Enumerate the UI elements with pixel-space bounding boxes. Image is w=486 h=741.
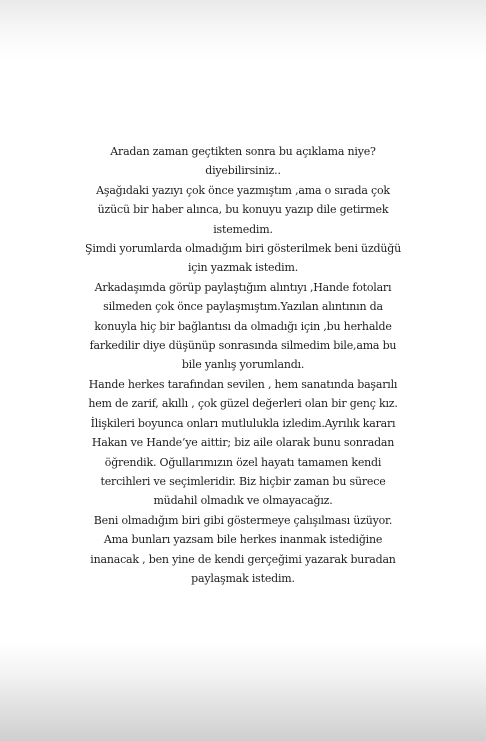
top-shade: [0, 0, 486, 60]
bottom-shade: [0, 641, 486, 741]
text-line: istemedim.: [213, 222, 273, 236]
text-line: müdahil olmadık ve olmayacağız.: [153, 494, 333, 508]
text-line: bile yanlış yorumlandı.: [181, 358, 305, 372]
text-line: farkedilir diye düşünüp sonrasında silmedim bile,ama bu: [89, 339, 397, 353]
text-line: Beni olmadığım biri gibi göstermeye çalışılması üzüyor.: [93, 513, 393, 527]
text-line: silmeden çok önce paylaşmıştım.Yazılan alıntının da: [103, 300, 383, 314]
text-line: Aşağıdaki yazıyı çok önce yazmıştım ,ama o sırada çok: [96, 183, 390, 197]
text-line: tercihleri ve seçimleridir. Biz hiçbir zaman bu sürece: [100, 474, 386, 488]
text-line: Aradan zaman geçtikten sonra bu açıklama niye?: [110, 145, 376, 158]
text-line: Ama bunları yazsam bile herkes inanmak istediğine: [103, 533, 383, 547]
text-line: öğrendik. Oğullarımızın özel hayatı tamamen kendi: [104, 455, 382, 469]
text-line: inanacak , ben yine de kendi gerçeğimi yazarak buradan: [90, 552, 396, 566]
text-line: Hande herkes tarafından sevilen , hem sanatında başarılı: [88, 377, 398, 391]
text-line: üzücü bir haber alınca, bu konuyu yazıp dile getirmek: [97, 203, 389, 217]
text-line: paylaşmak istedim.: [191, 571, 295, 585]
text-line: diyebilirsiniz..: [205, 164, 281, 178]
text-line: Hakan ve Hande’ye aittir; biz aile olarak bunu sonradan: [91, 436, 395, 450]
text-line: konuyla hiç bir bağlantısı da olmadığı için ,bu herhalde: [94, 319, 392, 333]
text-line: Şimdi yorumlarda olmadığım biri gösterilmek beni üzdüğü: [84, 242, 401, 256]
text-line: İlişkileri boyunca onları mutlulukla izledim.Ayrılık kararı: [90, 416, 396, 430]
text-line: Arkadaşımda görüp paylaştığım alıntıyı ,Hande fotoları: [94, 280, 392, 294]
text-line: hem de zarif, akıllı , çok güzel değerleri olan bir genç kız.: [88, 397, 398, 411]
story-text-block: [0, 142, 486, 588]
text-line: için yazmak istedim.: [187, 261, 299, 275]
